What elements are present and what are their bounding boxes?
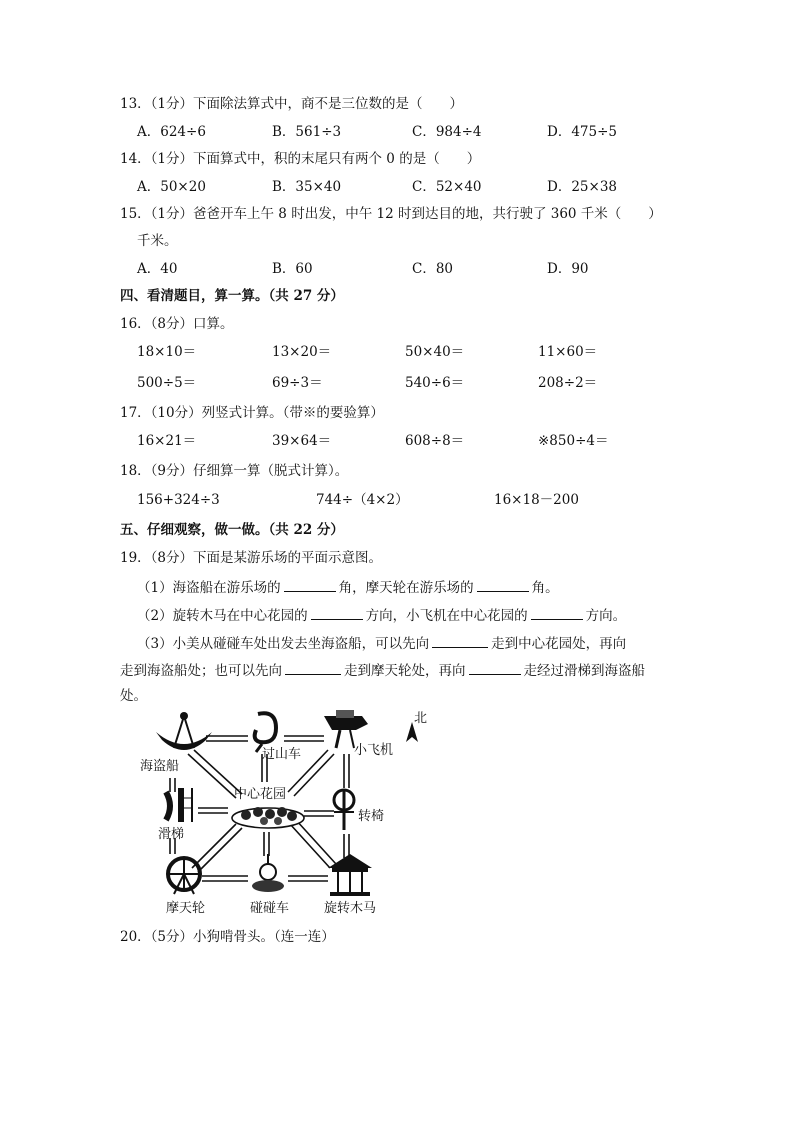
carousel-icon xyxy=(328,854,372,896)
q19-p2-text-b: 方向，小飞机在中心花园的 xyxy=(365,608,528,624)
map-label-swing-chair: 转椅 xyxy=(358,809,385,824)
map-svg xyxy=(136,708,430,920)
q16-r1-c3: 50×40＝ xyxy=(405,344,465,360)
q19-p1-text-a: （1）海盗船在游乐场的 xyxy=(137,580,281,596)
center-garden-icon xyxy=(232,807,304,828)
q20-stem: 20．（5分）小狗啃骨头。（连一连） xyxy=(120,929,335,945)
ferris-wheel-icon xyxy=(168,858,200,894)
q19-line-2 xyxy=(137,608,626,624)
bumper-car-icon xyxy=(252,854,284,892)
q19-blank-3[interactable] xyxy=(311,608,363,620)
q13-option-a[interactable]: A．624÷6 xyxy=(137,124,206,140)
q16-r2-c3: 540÷6＝ xyxy=(405,375,465,391)
swing-chair-icon xyxy=(334,790,354,830)
q18-item-2: 744÷（4×2） xyxy=(316,492,409,508)
section5-heading: 五、仔细观察，做一做。（共 22 分） xyxy=(120,522,344,538)
q17-item-2: 39×64＝ xyxy=(272,433,332,449)
q19-stem: 19．（8分）下面是某游乐场的平面示意图。 xyxy=(120,550,383,566)
q16-r2-c1: 500÷5＝ xyxy=(137,375,197,391)
q17-item-4: ※850÷4＝ xyxy=(538,433,609,449)
q15-option-c[interactable]: C．80 xyxy=(412,261,454,277)
map-label-north: 北 xyxy=(414,711,428,726)
map-label-small-plane: 小飞机 xyxy=(354,743,394,758)
q14-stem: 14．（1分）下面算式中，积的末尾只有两个 0 的是（ ） xyxy=(120,151,481,167)
q19-p4-text-a: 走到海盗船处；也可以先向 xyxy=(120,663,282,679)
q19-blank-4[interactable] xyxy=(531,608,583,620)
map-label-roller-coaster: 过山车 xyxy=(262,747,302,762)
q16-r1-c1: 18×10＝ xyxy=(137,344,197,360)
q15-option-a[interactable]: A．40 xyxy=(137,261,178,277)
q18-item-1: 156+324÷3 xyxy=(137,492,220,508)
q17-item-1: 16×21＝ xyxy=(137,433,197,449)
q19-line-3 xyxy=(137,636,626,652)
map-label-ferris-wheel: 摩天轮 xyxy=(166,901,206,916)
q19-p3-text-b: 走到中心花园处，再向 xyxy=(491,636,627,652)
q14-option-a[interactable]: A．50×20 xyxy=(137,179,206,195)
q19-p4-text-c: 走经过滑梯到海盗船 xyxy=(523,663,645,679)
q19-p1-text-c: 角。 xyxy=(531,580,559,596)
q19-blank-5[interactable] xyxy=(432,636,488,648)
q19-blank-7[interactable] xyxy=(469,663,521,675)
q19-line-5: 处。 xyxy=(120,688,147,704)
q13-option-c[interactable]: C．984÷4 xyxy=(412,124,482,140)
q13-stem: 13．（1分）下面除法算式中，商不是三位数的是（ ） xyxy=(120,96,464,112)
map-label-bumper-car: 碰碰车 xyxy=(250,901,290,916)
q17-item-3: 608÷8＝ xyxy=(405,433,465,449)
q19-line-4 xyxy=(120,663,645,679)
q14-option-c[interactable]: C．52×40 xyxy=(412,179,482,195)
map-label-center-garden: 中心花园 xyxy=(234,787,287,802)
q19-p2-text-a: （2）旋转木马在中心花园的 xyxy=(137,608,308,624)
map-label-slide: 滑梯 xyxy=(158,827,185,842)
q16-r1-c4: 11×60＝ xyxy=(538,344,598,360)
q16-r1-c2: 13×20＝ xyxy=(272,344,332,360)
pirate-ship-icon xyxy=(156,712,212,750)
map-label-carousel: 旋转木马 xyxy=(324,901,377,916)
q18-item-3: 16×18－200 xyxy=(494,492,579,508)
q18-stem: 18．（9分）仔细算一算（脱式计算）。 xyxy=(120,463,349,479)
q14-option-b[interactable]: B．35×40 xyxy=(272,179,342,195)
slide-icon xyxy=(166,788,192,822)
q19-blank-2[interactable] xyxy=(477,580,529,592)
q19-blank-1[interactable] xyxy=(284,580,336,592)
q19-p1-text-b: 角，摩天轮在游乐场的 xyxy=(338,580,474,596)
q13-option-d[interactable]: D．475÷5 xyxy=(547,124,617,140)
q19-line-1 xyxy=(137,580,559,596)
q17-stem: 17．（10分）列竖式计算。（带※的要验算） xyxy=(120,405,384,421)
section4-heading: 四、看清题目，算一算。（共 27 分） xyxy=(120,288,344,304)
q19-p4-text-b: 走到摩天轮处，再向 xyxy=(344,663,466,679)
q15-stem: 15．（1分）爸爸开车上午 8 时出发，中午 12 时到达目的地，共行驶了 360 千米（ ） xyxy=(120,206,662,222)
q19-p3-text-a: （3）小美从碰碰车处出发去坐海盗船，可以先向 xyxy=(137,636,430,652)
q19-p2-text-c: 方向。 xyxy=(585,608,627,624)
q13-option-b[interactable]: B．561÷3 xyxy=(272,124,342,140)
amusement-park-map xyxy=(136,708,430,920)
q16-stem: 16．（8分）口算。 xyxy=(120,316,234,332)
q15-option-d[interactable]: D．90 xyxy=(547,261,589,277)
q19-blank-6[interactable] xyxy=(285,663,341,675)
q15-stem-cont: 千米。 xyxy=(137,233,178,249)
map-label-pirate-ship: 海盗船 xyxy=(140,759,180,774)
q14-option-d[interactable]: D．25×38 xyxy=(547,179,617,195)
q15-option-b[interactable]: B．60 xyxy=(272,261,313,277)
q16-r2-c2: 69÷3＝ xyxy=(272,375,323,391)
q16-r2-c4: 208÷2＝ xyxy=(538,375,598,391)
